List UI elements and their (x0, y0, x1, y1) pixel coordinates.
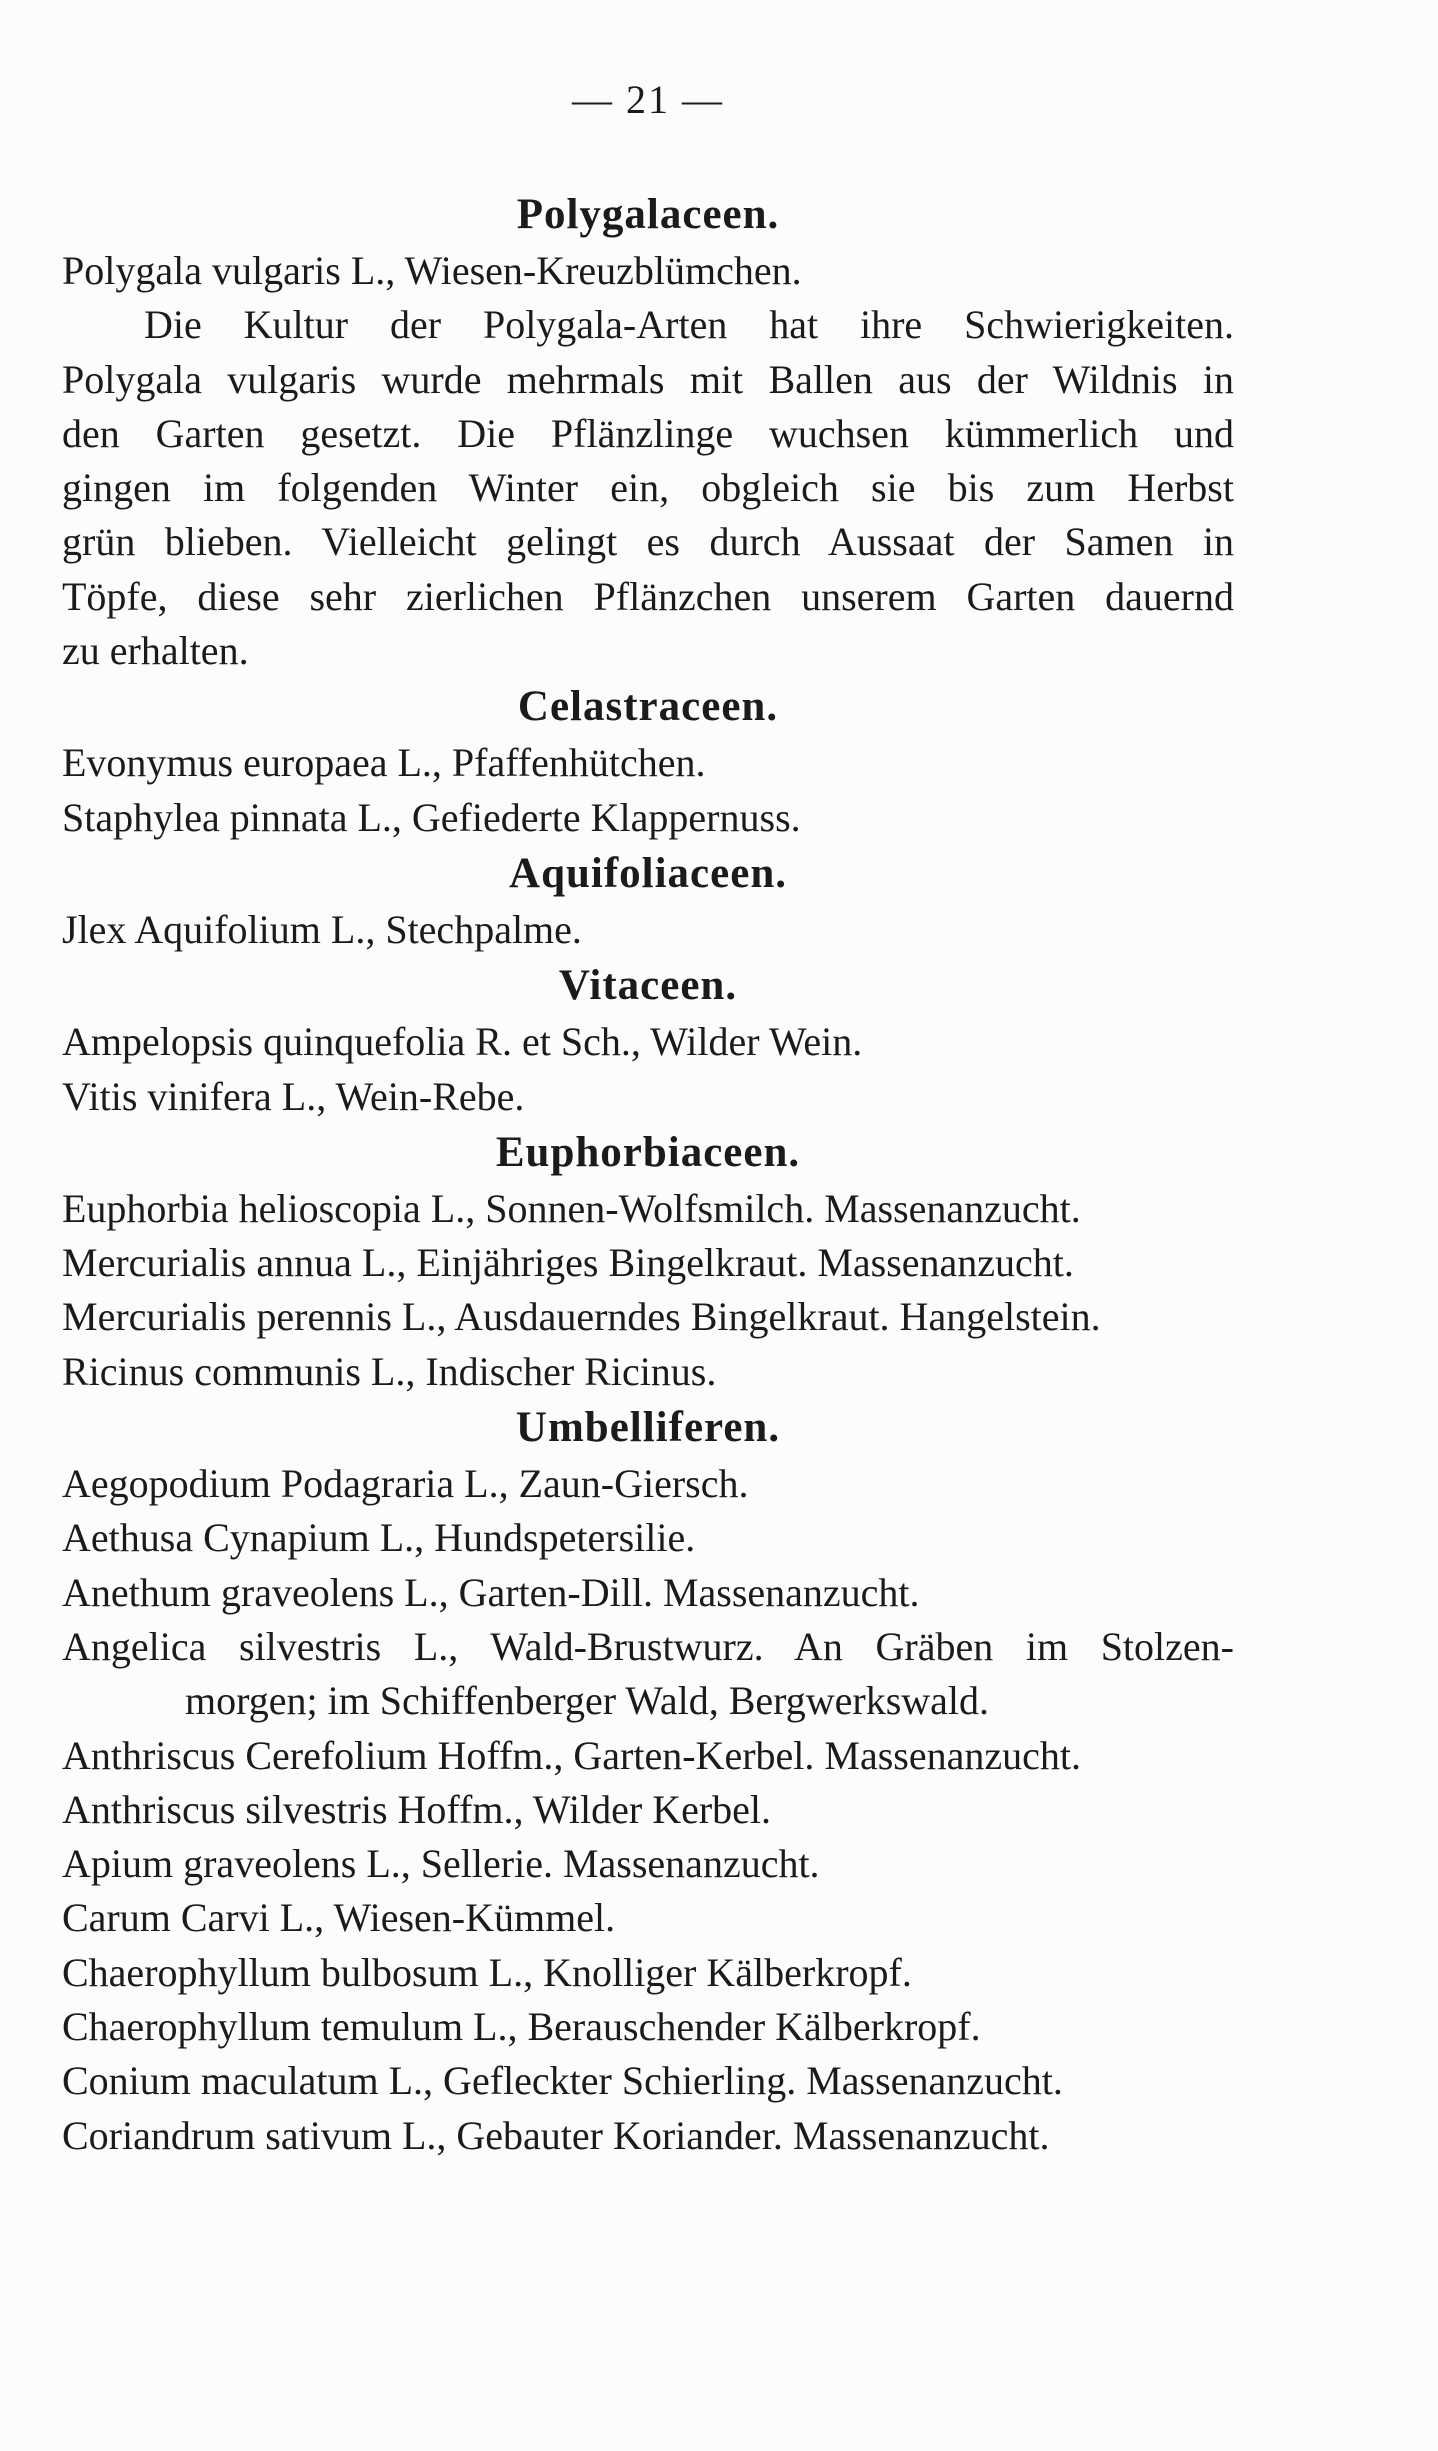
species-entry: Aethusa Cynapium L., Hundspetersilie. (62, 1515, 696, 1561)
species-entry: Polygala vulgaris L., Wiesen-Kreuzblümchen. (62, 248, 802, 293)
section-heading: Umbelliferen. (515, 1404, 781, 1452)
species-entry: Chaerophyllum bulbosum L., Knolliger Kälberkropf. (62, 1949, 912, 1995)
species-entry: Ricinus communis L., Indischer Ricinus. (62, 1348, 717, 1394)
species-entry: Jlex Aquifolium L., Stechpalme. (62, 906, 582, 952)
species-entry-continuation: morgen; im Schiffenberger Wald, Bergwerkswald. (185, 1678, 990, 1724)
species-entry: Aegopodium Podagraria L., Zaun-Giersch. (62, 1461, 749, 1507)
section-heading: Vitaceen. (558, 962, 738, 1010)
species-entry: Ampelopsis quinquefolia R. et Sch., Wilder Wein. (62, 1019, 863, 1065)
paragraph-line: gingen im folgenden Winter ein, obgleich sie bis zum Herbst (62, 465, 1234, 511)
section-celastraceen (62, 678, 1234, 845)
species-entry: Angelica silvestris L., Wald-Brustwurz. An Gräben im Stolzen- (62, 1623, 1234, 1669)
page-number: — 21 — (572, 77, 724, 122)
species-entry: Chaerophyllum temulum L., Berauschender Kälberkropf. (62, 2004, 981, 2050)
paragraph-line: den Garten gesetzt. Die Pflänzlinge wuchsen kümmerlich und (62, 410, 1234, 456)
paragraph-line: grün blieben. Vielleicht gelingt es durch Aussaat der Samen in (62, 519, 1234, 565)
section-heading: Euphorbiaceen. (495, 1128, 801, 1176)
paragraph-line: Die Kultur der Polygala-Arten hat ihre Schwierigkeiten. (144, 302, 1234, 348)
section-polygalaceen (62, 186, 1234, 678)
species-entry: Vitis vinifera L., Wein-Rebe. (62, 1073, 525, 1119)
page-text (62, 70, 1234, 2163)
species-entry: Apium graveolens L., Sellerie. Massenanzucht. (62, 1841, 820, 1887)
section-heading: Polygalaceen. (516, 191, 780, 238)
species-entry: Anthriscus Cerefolium Hoffm., Garten-Kerbel. Massenanzucht. (62, 1732, 1081, 1778)
species-entry: Euphorbia helioscopia L., Sonnen-Wolfsmilch. Massenanzucht. (62, 1185, 1081, 1231)
section-euphorbiaceen (62, 1124, 1234, 1399)
paragraph-line: Töpfe, diese sehr zierlichen Pflänzchen unserem Garten dauernd (62, 573, 1234, 619)
species-entry: Coriandrum sativum L., Gebauter Koriander. Massenanzucht. (62, 2112, 1050, 2158)
section-aquifoliaceen (62, 845, 1234, 957)
species-entry: Staphylea pinnata L., Gefiederte Klappernuss. (62, 794, 801, 840)
species-entry: Mercurialis annua L., Einjähriges Bingelkraut. Massenanzucht. (62, 1240, 1074, 1286)
section-heading: Celastraceen. (517, 683, 779, 731)
paragraph-line: zu erhalten. (62, 628, 249, 674)
section-vitaceen (62, 957, 1234, 1124)
species-entry: Carum Carvi L., Wiesen-Kümmel. (62, 1895, 616, 1941)
species-entry: Mercurialis perennis L., Ausdauerndes Bingelkraut. Hangelstein. (62, 1294, 1101, 1340)
section-umbelliferen (62, 1399, 1234, 2163)
section-heading: Aquifoliaceen. (509, 849, 787, 897)
species-entry: Conium maculatum L., Gefleckter Schierling. Massenanzucht. (62, 2058, 1063, 2104)
species-entry: Anthriscus silvestris Hoffm., Wilder Kerbel. (62, 1786, 772, 1832)
species-entry: Evonymus europaea L., Pfaffenhütchen. (62, 740, 706, 786)
paragraph-line: Polygala vulgaris wurde mehrmals mit Ballen aus der Wildnis in (62, 356, 1234, 402)
species-entry: Anethum graveolens L., Garten-Dill. Massenanzucht. (62, 1569, 920, 1615)
